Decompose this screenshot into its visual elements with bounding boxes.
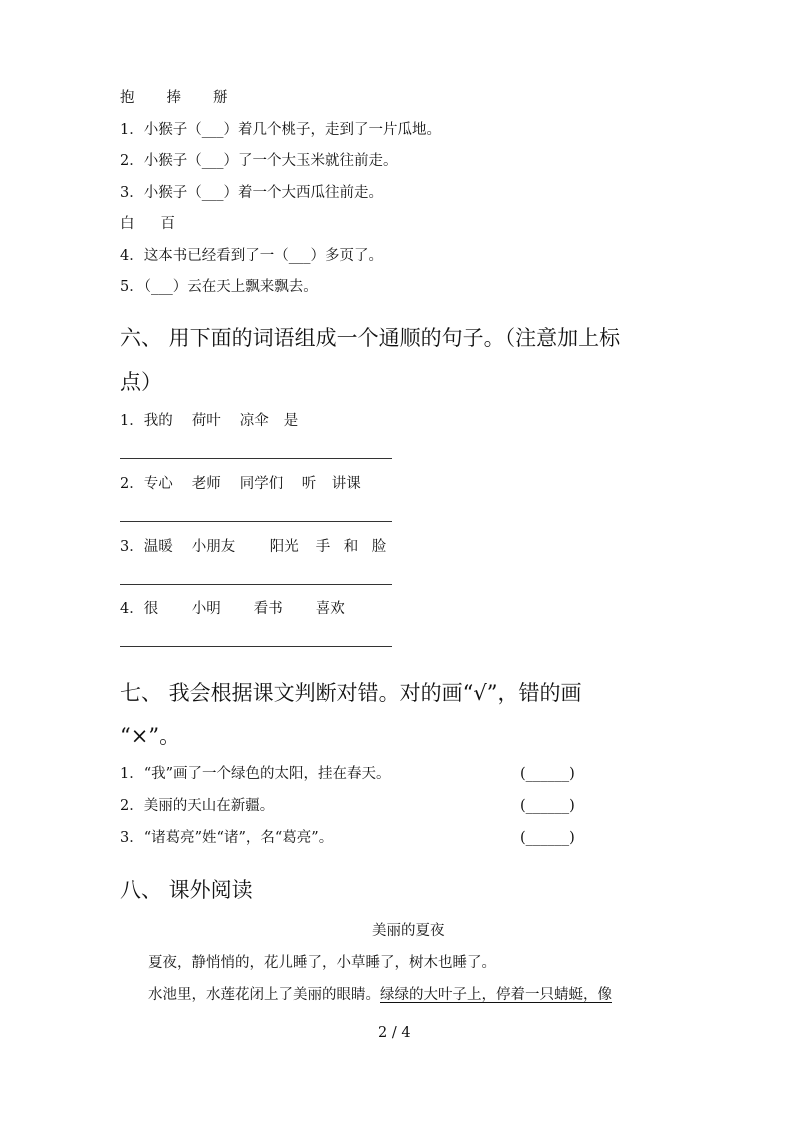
passage-text: 水池里，水莲花闭上了美丽的眼睛。: [148, 987, 380, 1003]
word-choice: 掰: [213, 90, 228, 106]
word-tile: 脸: [371, 539, 387, 555]
word-tile: 听: [301, 476, 317, 492]
fill-blank-item-2: 2．小猴子（___）了一个大玉米就往前走。: [120, 153, 398, 169]
fill-blank-item-1: 1．小猴子（___）着几个桃子，走到了一片瓜地。: [120, 122, 441, 138]
passage-paragraph-1: 夏夜，静悄悄的，花儿睡了，小草睡了，树木也睡了。: [148, 955, 496, 971]
word-choice: 百: [160, 216, 175, 232]
word-tile: 看书: [253, 601, 283, 617]
word-tile: 专心: [143, 476, 173, 492]
word-tile: 手: [315, 539, 331, 555]
judge-item-1: 1．“我”画了一个绿色的太阳，挂在春天。: [120, 766, 391, 782]
word-choice: 白: [120, 216, 135, 232]
judge-item-2: 2．美丽的天山在新疆。: [120, 798, 275, 814]
fill-blank-item-3: 3．小猴子（___）着一个大西瓜往前走。: [120, 185, 383, 201]
sentence-item-4: [120, 599, 345, 619]
answer-line[interactable]: [120, 521, 392, 522]
word-tile: 同学们: [239, 476, 284, 492]
item-number: 1．: [120, 413, 144, 429]
sentence-item-3: [120, 537, 386, 557]
word-tile: 小朋友: [191, 539, 236, 555]
answer-line[interactable]: [120, 584, 392, 585]
item-number: 3．: [120, 539, 144, 555]
word-tile: 荷叶: [191, 413, 221, 429]
passage-paragraph-2: [148, 985, 612, 1005]
page-number: 2 / 4: [378, 1025, 411, 1041]
underlined-sentence: 绿绿的大叶子上，停着一只蜻蜓，像: [380, 987, 612, 1003]
judge-item-3: 3．“诸葛亮”姓“诸”，名“葛亮”。: [120, 830, 334, 846]
word-tile: 温暖: [143, 539, 173, 555]
word-tile: 凉伞: [239, 413, 269, 429]
item-number: 4．: [120, 601, 144, 617]
word-group-1: [120, 88, 228, 108]
word-group-2: [120, 214, 175, 234]
word-tile: 老师: [191, 476, 221, 492]
word-tile: 是: [283, 413, 299, 429]
word-tile: 很: [143, 601, 159, 617]
judge-answer-3[interactable]: (______): [520, 830, 575, 846]
section-7-title: 七、 我会根据课文判断对错。对的画“√”，错的画: [120, 681, 582, 705]
word-tile: 喜欢: [315, 601, 345, 617]
judge-answer-2[interactable]: (______): [520, 798, 575, 814]
passage-title: 美丽的夏夜: [372, 923, 445, 939]
word-tile: 阳光: [269, 539, 299, 555]
section-6-title: 六、 用下面的词语组成一个通顺的句子。（注意加上标: [120, 326, 621, 350]
word-choice: 抱: [120, 90, 135, 106]
section-8-title: 八、 课外阅读: [120, 878, 253, 902]
item-number: 2．: [120, 476, 144, 492]
answer-line[interactable]: [120, 458, 392, 459]
word-tile: 我的: [143, 413, 173, 429]
judge-answer-1[interactable]: (______): [520, 766, 575, 782]
word-tile: 讲课: [331, 476, 361, 492]
fill-blank-item-5: 5．（___）云在天上飘来飘去。: [120, 279, 318, 295]
answer-line[interactable]: [120, 646, 392, 647]
section-6-title-cont: 点）: [120, 370, 162, 394]
word-tile: 和: [343, 539, 359, 555]
section-7-title-cont: “×”。: [120, 724, 181, 748]
sentence-item-1: [120, 411, 298, 431]
word-choice: 捧: [166, 90, 181, 106]
sentence-item-2: [120, 474, 361, 494]
fill-blank-item-4: 4．这本书已经看到了一（___）多页了。: [120, 248, 383, 264]
word-tile: 小明: [191, 601, 221, 617]
